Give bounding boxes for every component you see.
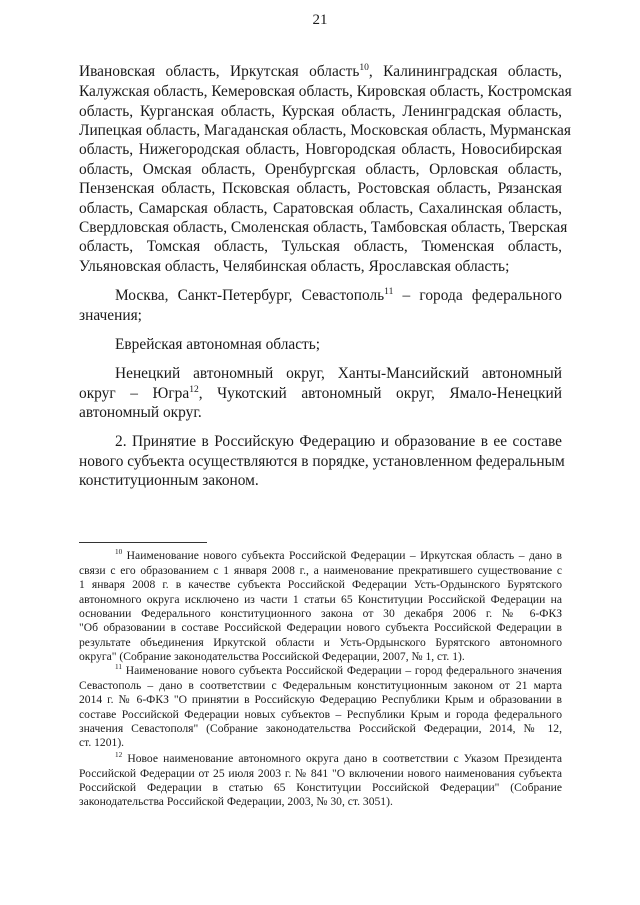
footnote-separator	[79, 542, 207, 543]
footnote-line: "Об образовании в составе Российской Федерации нового субъекта Российской Федерации в	[79, 621, 562, 634]
body-line: Москва, Санкт-Петербург, Севастополь$^{11}$ – города федерального	[115, 285, 563, 304]
footnote-line: Российской Федерации от 25 июля 2003 г. № 841 "О включении нового наименования субъекта	[79, 767, 562, 780]
footnote-line: связи с его образованием с 1 января 2008 г., а наименование прекратившего существование с	[79, 564, 562, 577]
body-line: конституционным законом.	[79, 472, 259, 489]
footnote-line: $^{11}$ Наименование нового субъекта Российской Федерации – город федерального значения	[115, 663, 562, 677]
footnote-line: значения Севастополя" (Собрание законодательства Российской Федерации, 2014, № 12,	[79, 722, 562, 735]
footnote-reference[interactable]: 12	[189, 383, 199, 395]
footnote-marker: 12	[115, 751, 123, 760]
page-number: 21	[312, 12, 328, 28]
body-line: автономный округ.	[79, 404, 202, 421]
footnote-line: округа" (Собрание законодательства Российской Федерации, 2007, № 1, ст. 1).	[79, 650, 465, 663]
body-line: нового субъекта осуществляются в порядке, установленном федеральным	[79, 453, 565, 470]
body-line: Ивановская область, Иркутская область$^{10}$, Калининградская область,	[79, 61, 562, 80]
body-line: область, Омская область, Оренбургская область, Орловская область,	[79, 161, 562, 178]
footnote-line: Российской Федерации в статью 65 Конституции Российской Федерации" (Собрание	[79, 781, 562, 794]
body-line: Ульяновская область, Челябинская область, Ярославская область;	[79, 258, 510, 275]
footnote-line: основании Федерального конституционного закона от 30 декабря 2006 г. № 6-ФКЗ	[79, 607, 562, 620]
footnote-line: составе Российской Федерации новых субъектов – Республики Крым и города федерального	[79, 708, 562, 721]
body-line: область, Курганская область, Курская область, Ленинградская область,	[79, 103, 562, 120]
footnote-line: Севастополь – дано в соответствии с Федеральным конституционным законом от 21 марта	[79, 679, 562, 692]
footnote-line: автономного округа исключено из части 1 статьи 65 Конституции Российской Федерации на	[79, 593, 562, 606]
footnote-line: законодательства Российской Федерации, 2003, № 30, ст. 3051).	[79, 795, 393, 808]
footnote-line: $^{12}$ Новое наименование автономного округа дано в соответствии с Указом Президента	[115, 751, 562, 765]
footnote-marker: 11	[115, 663, 122, 672]
body-line: Липецкая область, Магаданская область, Московская область, Мурманская	[79, 122, 571, 139]
footnote-line: 1 января 2008 г. в качестве субъекта Российской Федерации Усть-Ордынского Бурятского	[79, 578, 562, 591]
body-line: область, Нижегородская область, Новгородская область, Новосибирская	[79, 141, 562, 158]
body-line: Еврейская автономная область;	[115, 336, 321, 353]
footnote-reference[interactable]: 11	[384, 285, 394, 297]
body-line: Пензенская область, Псковская область, Ростовская область, Рязанская	[79, 180, 562, 197]
footnote-line: 2014 г. № 6-ФКЗ "О принятии в Российскую Федерацию Республики Крым и образовании в	[79, 693, 562, 706]
body-line: область, Самарская область, Саратовская область, Сахалинская область,	[79, 200, 562, 217]
footnote-line: результате объединения Иркутской области и Усть-Ордынского Бурятского автономного	[79, 636, 562, 649]
body-line: область, Томская область, Тульская область, Тюменская область,	[79, 238, 562, 255]
body-line: Калужская область, Кемеровская область, Кировская область, Костромская	[79, 83, 572, 100]
footnote-marker: 10	[115, 548, 123, 557]
body-line: Ненецкий автономный округ, Ханты-Мансийский автономный	[115, 365, 562, 382]
body-line: округ – Югра$^{12}$, Чукотский автономный округ, Ямало-Ненецкий	[79, 383, 562, 402]
body-line: значения;	[79, 307, 142, 324]
footnote-line: $^{10}$ Наименование нового субъекта Российской Федерации – Иркутская область – дано в	[115, 548, 562, 562]
body-line: 2. Принятие в Российскую Федерацию и образование в ее составе	[115, 433, 562, 450]
footnote-line: ст. 1201).	[79, 736, 125, 749]
body-line: Свердловская область, Смоленская область, Тамбовская область, Тверская	[79, 219, 568, 236]
footnote-reference[interactable]: 10	[359, 61, 369, 73]
